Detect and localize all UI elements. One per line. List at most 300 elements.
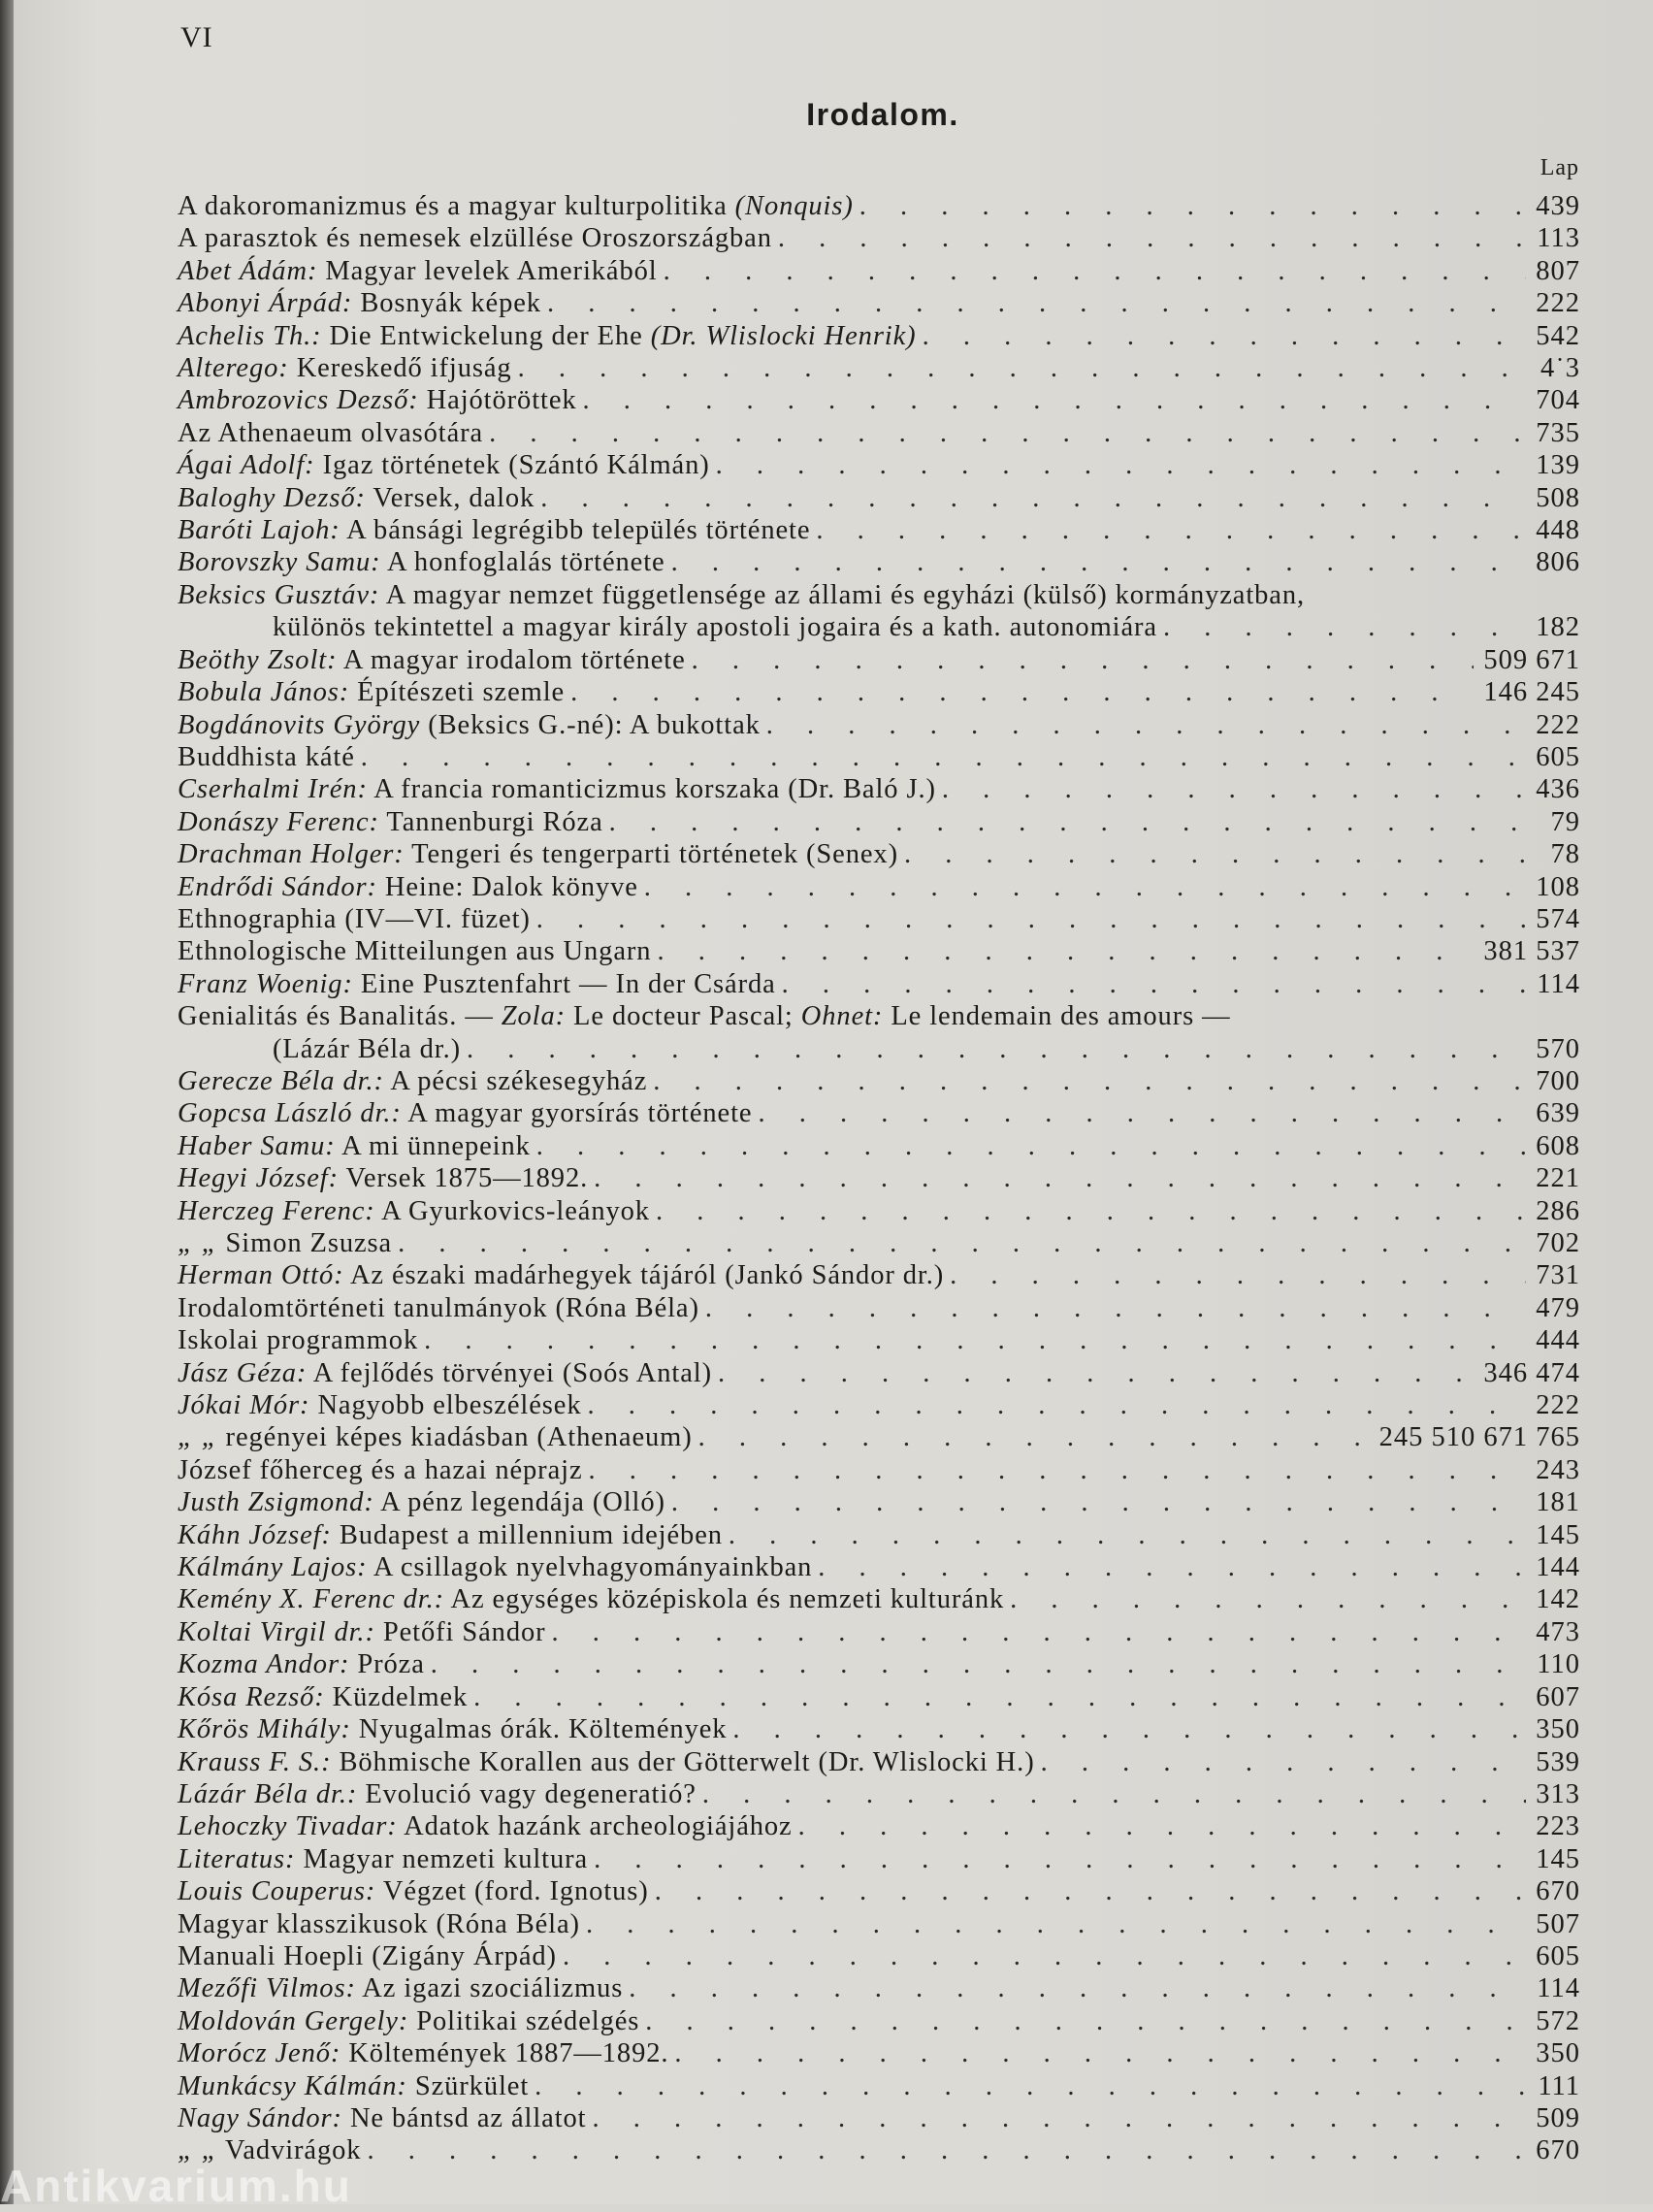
dot-leader <box>586 1908 1526 1940</box>
entry-title: Ethnographia (IV—VI. füzet) <box>178 903 531 934</box>
entry-page-numbers: 574 <box>1536 903 1580 934</box>
entry-page-numbers: 509 <box>1536 2102 1580 2133</box>
entry-note-part: Ohnet: <box>800 1001 884 1032</box>
entry-line <box>178 255 1580 287</box>
dot-leader <box>431 1648 1528 1680</box>
entry-title: Genialitás és Banalitás. — <box>178 1001 502 1032</box>
entry-title: Politikai szédelgés <box>408 2005 640 2036</box>
dot-leader <box>950 1259 1526 1291</box>
index-entry <box>178 1421 1580 1453</box>
entry-title: A parasztok és nemesek elzüllése Oroszországban <box>178 223 772 254</box>
entry-line <box>178 709 1580 741</box>
entry-text <box>178 1843 588 1875</box>
entry-text <box>178 1065 647 1097</box>
entry-author: Beksics Gusztáv: <box>178 579 380 610</box>
dot-leader <box>570 676 1474 708</box>
index-entry <box>178 1810 1580 1842</box>
entry-title: Nyugalmas órák. Költemények <box>350 1714 728 1745</box>
entry-line <box>178 1259 1580 1291</box>
index-entry <box>178 1227 1580 1259</box>
entry-page-numbers: 509 671 <box>1483 644 1580 675</box>
entry-text <box>178 1681 468 1713</box>
entry-text <box>178 903 531 935</box>
entry-line <box>178 320 1580 352</box>
dot-leader <box>1010 1583 1526 1615</box>
entry-line <box>178 1681 1580 1713</box>
dot-leader <box>923 320 1527 352</box>
entry-line <box>178 1843 1580 1875</box>
dot-leader <box>798 1810 1527 1842</box>
entry-title: A magyar irodalom története <box>337 644 686 675</box>
entry-continuation: különös tekintettel a magyar király apostoli jogaira és a kath. autonomiára <box>273 612 1157 643</box>
entry-page-numbers: 181 <box>1536 1487 1580 1518</box>
index-entry <box>178 1875 1580 1907</box>
entry-author: Nagy Sándor: <box>178 2102 342 2133</box>
dot-leader <box>644 871 1526 903</box>
entry-line <box>178 2037 1580 2069</box>
entry-author: „ „ <box>178 1422 218 1453</box>
entry-line <box>178 1746 1580 1778</box>
page-binding-edge <box>0 0 14 2204</box>
dot-leader <box>547 287 1526 319</box>
entry-author: Baróti Lajoh: <box>178 515 340 546</box>
entry-title: Az északi madárhegyek tájáról (Jankó Sándor dr.) <box>343 1260 945 1291</box>
index-entry <box>178 1616 1580 1648</box>
entry-title: Eine Pusztenfahrt — In der Csárda <box>352 968 776 999</box>
entry-title-part: Le lendemain des amours — <box>883 1001 1231 1032</box>
dot-leader <box>716 449 1527 481</box>
index-entry <box>178 1843 1580 1875</box>
entry-line <box>178 1486 1580 1518</box>
entry-title: Heine: Dalok könyve <box>376 871 638 902</box>
entry-title: A pécsi székesegyház <box>383 1065 648 1096</box>
entry-line <box>178 1357 1580 1389</box>
entry-text <box>178 255 658 287</box>
entry-line <box>178 806 1580 838</box>
dot-leader <box>904 838 1541 870</box>
entry-title: Simon Zsuzsa <box>217 1228 393 1258</box>
entry-line <box>178 903 1580 935</box>
entry-title: A pénz legendája (Olló) <box>373 1487 665 1518</box>
entry-title: Hajótöröttek <box>418 385 577 416</box>
entry-page-numbers: 381 537 <box>1483 936 1580 967</box>
entry-author: Beöthy Zsolt: <box>178 644 338 675</box>
entry-page-numbers: 110 <box>1537 1649 1580 1680</box>
entry-line <box>178 384 1580 416</box>
entry-page-numbers: 704 <box>1536 385 1580 416</box>
entry-line <box>178 482 1580 514</box>
index-entry <box>178 1389 1580 1421</box>
entry-page-numbers: 4˙3 <box>1540 353 1580 384</box>
index-entry <box>178 1908 1580 1940</box>
entry-title: Die Entwickelung der Ehe <box>321 320 651 351</box>
index-entry <box>178 676 1580 708</box>
dot-leader <box>563 1940 1526 1972</box>
dot-leader <box>778 222 1527 254</box>
entry-page-numbers: 806 <box>1536 547 1580 578</box>
entry-author: Lázár Béla dr.: <box>178 1778 358 1809</box>
index-entry <box>178 1940 1580 1972</box>
entry-page-numbers: 113 <box>1537 223 1580 254</box>
entry-note: (Nonquis) <box>734 191 854 221</box>
entry-page-numbers: 145 <box>1536 1843 1580 1874</box>
index-entry <box>178 1162 1580 1194</box>
index-entry <box>178 1000 1580 1065</box>
entry-author: Donászy Ferenc: <box>178 806 379 837</box>
index-entry <box>178 546 1580 578</box>
index-entry <box>178 352 1580 384</box>
entry-author: Abonyi Árpád: <box>178 288 353 319</box>
entry-line <box>178 352 1580 384</box>
entry-line <box>178 1875 1580 1907</box>
entry-page-numbers: 182 <box>1536 612 1580 643</box>
entry-text <box>178 871 638 903</box>
entry-title: Igaz történetek (Szántó Kálmán) <box>314 450 710 481</box>
entry-line <box>178 1162 1580 1194</box>
entry-text <box>178 741 355 773</box>
entry-text <box>178 1908 580 1940</box>
entry-title: Szürkület <box>406 2070 530 2101</box>
entry-text <box>178 190 854 222</box>
dot-leader <box>424 1324 1526 1356</box>
dot-leader <box>589 1454 1527 1486</box>
entry-page-numbers: 78 <box>1550 839 1580 870</box>
entry-title: A fejlődés törvényei (Soós Antal) <box>307 1357 712 1388</box>
entry-line <box>178 871 1580 903</box>
entry-text <box>178 2102 586 2134</box>
entry-note: Zola: <box>501 1001 567 1032</box>
index-entry <box>178 320 1580 352</box>
dot-leader <box>592 2102 1526 2134</box>
dot-leader <box>698 1421 1370 1453</box>
dot-leader <box>859 190 1526 222</box>
entry-author: Literatus: <box>178 1843 296 1874</box>
entry-line <box>178 968 1580 1000</box>
entry-line <box>178 287 1580 319</box>
index-entry-list <box>178 190 1580 2167</box>
entry-text <box>178 1810 793 1842</box>
entry-page-numbers: 350 <box>1536 1714 1580 1745</box>
entry-author: Jász Géza: <box>178 1357 308 1388</box>
entry-text <box>178 1940 557 1972</box>
index-entry <box>178 935 1580 967</box>
index-entry <box>178 1583 1580 1615</box>
entry-continuation-line <box>178 1033 1580 1065</box>
entry-page-numbers: 670 <box>1536 2135 1580 2166</box>
entry-title: Iskolai programmok <box>178 1325 419 1356</box>
entry-title: Versek 1875—1892. <box>339 1163 589 1194</box>
index-entry <box>178 1746 1580 1778</box>
entry-title: A csillagok nyelvhagyományainkban <box>367 1552 813 1583</box>
entry-continuation-line <box>178 611 1580 643</box>
entry-author: Jókai Mór: <box>178 1390 310 1421</box>
entry-page-numbers: 605 <box>1536 741 1580 772</box>
entry-text <box>178 1746 1035 1778</box>
entry-page-numbers: 507 <box>1536 1908 1580 1939</box>
dot-leader <box>367 2134 1526 2166</box>
entry-text <box>178 806 603 838</box>
entry-page-numbers: 222 <box>1536 1390 1580 1421</box>
index-entry <box>178 287 1580 319</box>
entry-author: Koltai Virgil dr.: <box>178 1616 375 1647</box>
entry-title: Az egységes középiskola és nemzeti kulturánk <box>444 1584 1005 1615</box>
index-entry <box>178 2005 1580 2037</box>
entry-line <box>178 1810 1580 1842</box>
entry-page-numbers: 448 <box>1536 515 1580 546</box>
entry-page-numbers: 245 510 671 765 <box>1378 1422 1580 1453</box>
entry-text <box>178 222 772 254</box>
entry-title: Manuali Hoepli (Zigány Árpád) <box>178 1940 557 1971</box>
dot-leader <box>942 773 1526 805</box>
index-entry <box>178 579 1580 644</box>
dot-leader <box>657 935 1474 967</box>
entry-author: Borovszky Samu: <box>178 547 381 578</box>
entry-page-numbers: 144 <box>1536 1552 1580 1583</box>
entry-line <box>178 1940 1580 1972</box>
entry-title: Magyar klasszikusok (Róna Béla) <box>178 1908 580 1939</box>
entry-author: Hegyi József: <box>178 1163 340 1194</box>
entry-page-numbers: 731 <box>1536 1260 1580 1291</box>
entry-page-numbers: 508 <box>1536 482 1580 513</box>
dot-leader <box>664 255 1527 287</box>
entry-page-numbers: 605 <box>1536 1940 1580 1971</box>
entry-text <box>178 644 686 676</box>
index-entry <box>178 1065 1580 1097</box>
dot-leader <box>583 384 1527 416</box>
entry-text <box>178 1616 546 1648</box>
entry-line <box>178 1648 1580 1680</box>
entry-title: regényei képes kiadásban (Athenaeum) <box>217 1422 693 1453</box>
entry-page-numbers: 572 <box>1536 2005 1580 2036</box>
index-entry <box>178 773 1580 805</box>
entry-line <box>178 1454 1580 1486</box>
index-entry <box>178 1519 1580 1551</box>
entry-title: Vadvirágok <box>217 2135 362 2166</box>
dot-leader <box>702 1778 1526 1810</box>
entry-line <box>178 1519 1580 1551</box>
entry-text <box>178 709 761 741</box>
dot-leader <box>594 1843 1526 1875</box>
entry-title: Evolució vagy degeneratió? <box>357 1778 697 1809</box>
entry-text <box>178 2070 529 2102</box>
entry-text <box>178 1292 699 1324</box>
entry-author: Lehoczky Tivadar: <box>178 1811 398 1842</box>
dot-leader <box>671 1486 1526 1518</box>
entry-line <box>178 1065 1580 1097</box>
index-entry <box>178 2037 1580 2069</box>
index-entry <box>178 514 1580 546</box>
entry-title: A magyar gyorsírás története <box>401 1098 753 1129</box>
dot-leader <box>473 1681 1526 1713</box>
entry-title: A dakoromanizmus és a magyar kulturpolitika <box>178 191 735 221</box>
entry-title: Az Athenaeum olvasótára <box>178 417 484 448</box>
dot-leader <box>718 1357 1474 1389</box>
entry-author: Kőrös Mihály: <box>178 1714 351 1745</box>
entry-title: (Beksics G.-né): A bukottak <box>420 709 761 740</box>
entry-author: Endrődi Sándor: <box>178 871 377 902</box>
entry-page-numbers: 243 <box>1536 1454 1580 1485</box>
dot-leader <box>587 1389 1526 1421</box>
entry-page-numbers: 570 <box>1536 1033 1580 1064</box>
entry-page-numbers: 539 <box>1536 1746 1580 1777</box>
entry-author: Kemény X. Ferenc dr.: <box>178 1584 445 1615</box>
entry-text <box>178 1324 418 1356</box>
index-entry <box>178 449 1580 481</box>
index-entry <box>178 1648 1580 1680</box>
entry-title: Nagyobb elbeszélések <box>309 1390 582 1421</box>
entry-title: Ne bántsd az állatot <box>341 2102 587 2133</box>
entry-author: Gerecze Béla dr.: <box>178 1065 384 1096</box>
entry-page-numbers: 142 <box>1536 1584 1580 1615</box>
entry-line <box>178 1713 1580 1745</box>
index-entry <box>178 222 1580 254</box>
entry-title: Bosnyák képek <box>352 288 541 319</box>
entry-text <box>178 320 917 352</box>
entry-title: Petőfi Sándor <box>374 1616 546 1647</box>
index-entry <box>178 1972 1580 2004</box>
index-entry <box>178 1195 1580 1227</box>
dot-leader <box>398 1227 1526 1259</box>
entry-text <box>178 1097 752 1129</box>
entry-page-numbers: 807 <box>1536 255 1580 286</box>
entry-line <box>178 2134 1580 2166</box>
entry-title: Magyar levelek Amerikából <box>317 255 658 286</box>
entry-title: Küzdelmek <box>324 1681 469 1712</box>
entry-line <box>178 1227 1580 1259</box>
entry-title: Irodalomtörténeti tanulmányok (Róna Béla) <box>178 1292 699 1323</box>
entry-title: Költemények 1887—1892. <box>340 2038 669 2069</box>
entry-text <box>178 2005 639 2037</box>
dot-leader <box>758 1097 1526 1129</box>
entry-text <box>178 1162 588 1194</box>
index-entry <box>178 1130 1580 1162</box>
entry-title: Buddhista káté <box>178 741 355 772</box>
dot-leader <box>1163 611 1526 643</box>
entry-text <box>178 482 535 514</box>
entry-page-numbers: 222 <box>1536 288 1580 319</box>
entry-author: Baloghy Dezső: <box>178 482 366 513</box>
dot-leader <box>552 1616 1527 1648</box>
entry-line <box>178 1908 1580 1940</box>
entry-page-numbers: 670 <box>1536 1876 1580 1907</box>
entry-text <box>178 2037 668 2069</box>
dot-leader <box>536 1130 1526 1162</box>
entry-text <box>178 287 541 319</box>
index-entry <box>178 1713 1580 1745</box>
index-entry <box>178 1551 1580 1583</box>
entry-text <box>178 1648 425 1680</box>
entry-author: Cserhalmi Irén: <box>178 774 368 805</box>
entry-author: Kósa Rezső: <box>178 1681 325 1712</box>
entry-title: Ethnologische Mitteilungen aus Ungarn <box>178 936 652 967</box>
dot-leader <box>729 1519 1526 1551</box>
entry-page-numbers: 145 <box>1536 1519 1580 1550</box>
entry-author: Ágai Adolf: <box>178 450 315 481</box>
entry-page-numbers: 139 <box>1536 450 1580 481</box>
dot-leader <box>609 806 1541 838</box>
index-entry <box>178 1097 1580 1129</box>
entry-author: Gopcsa László dr.: <box>178 1098 402 1129</box>
entry-text <box>178 1519 723 1551</box>
entry-line <box>178 935 1580 967</box>
dot-leader <box>692 644 1475 676</box>
entry-text <box>178 1713 727 1745</box>
index-entry <box>178 741 1580 773</box>
dot-leader <box>653 1065 1526 1097</box>
dot-leader <box>467 1033 1526 1065</box>
entry-title: Tengeri és tengerparti történetek (Senex) <box>404 839 898 870</box>
entry-text <box>178 1130 531 1162</box>
entry-page-numbers: 111 <box>1538 2070 1580 2101</box>
entry-line <box>178 190 1580 222</box>
page-column-header: Lap <box>1540 155 1579 180</box>
index-entry <box>178 871 1580 903</box>
index-entry <box>178 903 1580 935</box>
entry-line <box>178 449 1580 481</box>
entry-line <box>178 1000 1580 1032</box>
entry-page-numbers: 114 <box>1537 968 1580 999</box>
entry-title-part: Le docteur Pascal; <box>566 1001 801 1032</box>
entry-line <box>178 773 1580 805</box>
entry-author: Achelis Th.: <box>178 320 322 351</box>
entry-note: (Dr. Wlislocki Henrik) <box>650 320 917 351</box>
index-entry <box>178 968 1580 1000</box>
entry-title: Tannenburgi Róza <box>378 806 603 837</box>
entry-author: Ambrozovics Dezső: <box>178 385 419 416</box>
dot-leader <box>655 1875 1527 1907</box>
entry-text <box>178 1389 581 1421</box>
entry-line <box>178 222 1580 254</box>
entry-text <box>178 1875 649 1907</box>
entry-text <box>178 1000 1231 1032</box>
dot-leader <box>671 546 1527 578</box>
entry-text <box>178 838 898 870</box>
dot-leader <box>674 2037 1526 2069</box>
entry-title: A bánsági legrégibb település története <box>340 515 811 546</box>
dot-leader <box>518 352 1531 384</box>
entry-author: „ „ <box>178 1228 218 1258</box>
entry-page-numbers: 607 <box>1536 1681 1580 1712</box>
index-entry <box>178 1357 1580 1389</box>
dot-leader <box>645 2005 1526 2037</box>
dot-leader <box>629 1972 1527 2004</box>
entry-title: A mi ünnepeink <box>335 1130 531 1161</box>
entry-page-numbers: 439 <box>1536 191 1580 221</box>
entry-line <box>178 1097 1580 1129</box>
entry-line <box>178 1778 1580 1810</box>
index-entry <box>178 255 1580 287</box>
index-entry <box>178 1259 1580 1291</box>
entry-line <box>178 546 1580 578</box>
entry-title: Budapest a millennium idejében <box>331 1519 723 1550</box>
entry-text <box>178 935 651 967</box>
entry-line <box>178 644 1580 676</box>
index-entry <box>178 806 1580 838</box>
entry-author: Mezőfi Vilmos: <box>178 1973 356 2004</box>
entry-title: Építészeti szemle <box>349 677 566 708</box>
entry-text <box>178 1357 712 1389</box>
entry-author: Morócz Jenő: <box>178 2038 341 2069</box>
entry-title: A Gyurkovics-leányok <box>374 1195 650 1226</box>
dot-leader <box>535 2070 1528 2102</box>
entry-line <box>178 417 1580 449</box>
entry-author: Abet Ádám: <box>178 255 318 286</box>
entry-title: Próza <box>349 1649 425 1680</box>
entry-text <box>178 1421 693 1453</box>
entry-text <box>178 676 565 708</box>
entry-author: Franz Woenig: <box>178 968 353 999</box>
entry-page-numbers: 700 <box>1536 1065 1580 1096</box>
